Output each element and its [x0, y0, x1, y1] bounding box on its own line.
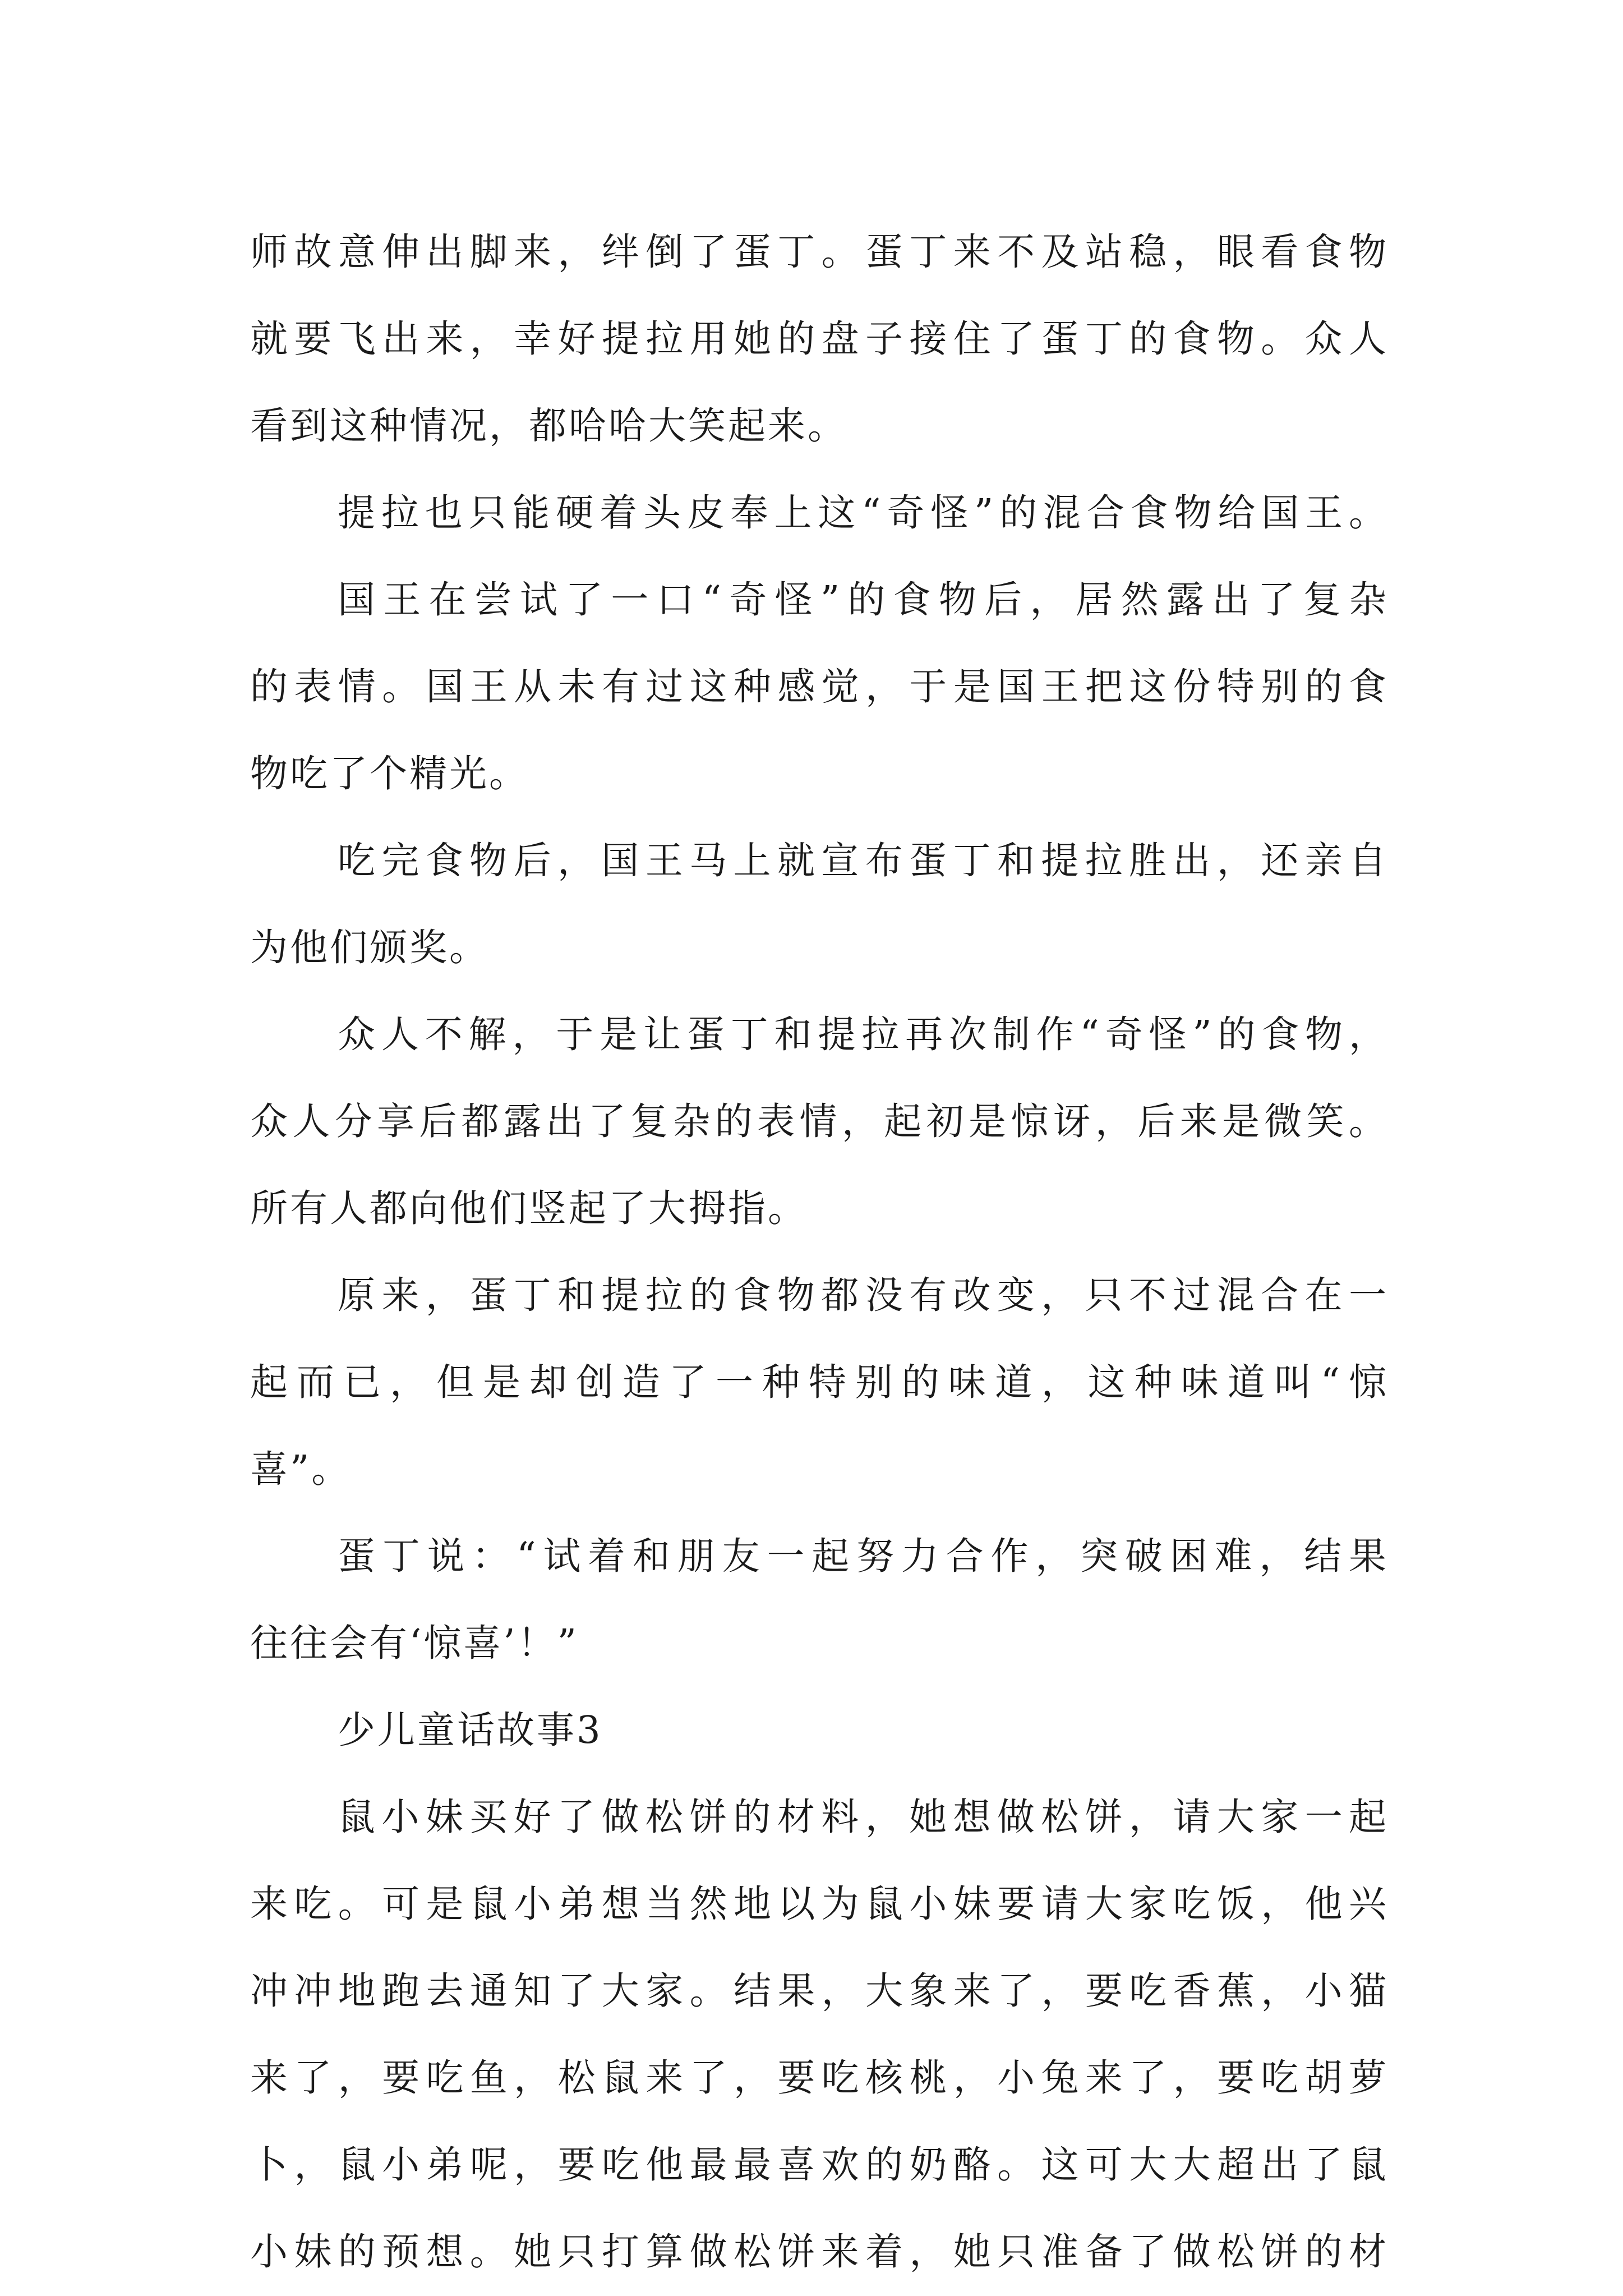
text-line: 来吃。可是鼠小弟想当然地以为鼠小妹要请大家吃饭，他兴 [250, 1882, 1389, 1926]
paragraph-start-line: 蛋丁说：“试着和朋友一起努力合作，突破困难，结果 [338, 1534, 1389, 1578]
text-line: 往往会有‘惊喜’！” [250, 1621, 579, 1665]
paragraph-start-line: 吃完食物后，国王马上就宣布蛋丁和提拉胜出，还亲自 [338, 839, 1389, 882]
text-line: 的表情。国王从未有过这种感觉，于是国王把这份特别的食 [250, 665, 1389, 708]
section-heading: 少儿童话故事3 [338, 1708, 603, 1752]
text-line: 起而已，但是却创造了一种特别的味道，这种味道叫“惊 [250, 1360, 1389, 1404]
text-line: 物吃了个精光。 [250, 752, 529, 795]
text-line: 师故意伸出脚来，绊倒了蛋丁。蛋丁来不及站稳，眼看食物 [250, 230, 1389, 274]
story-text [250, 209, 1389, 2295]
paragraph-start-line: 众人不解，于是让蛋丁和提拉再次制作“奇怪”的食物， [338, 1013, 1389, 1056]
text-line: 喜”。 [250, 1447, 352, 1491]
text-line: 冲冲地跑去通知了大家。结果，大象来了，要吃香蕉，小猫 [250, 1969, 1389, 2013]
text-line: 众人分享后都露出了复杂的表情，起初是惊讶，后来是微笑。 [250, 1099, 1389, 1143]
text-line: 来了，要吃鱼，松鼠来了，要吃核桃，小兔来了，要吃胡萝 [250, 2056, 1389, 2100]
text-line: 为他们颁奖。 [250, 926, 489, 969]
text-line: 卜，鼠小弟呢，要吃他最最喜欢的奶酪。这可大大超出了鼠 [250, 2143, 1389, 2187]
text-line: 所有人都向他们竖起了大拇指。 [250, 1186, 808, 1230]
text-line: 看到这种情况，都哈哈大笑起来。 [250, 404, 847, 448]
paragraph-start-line: 鼠小妹买好了做松饼的材料，她想做松饼，请大家一起 [338, 1795, 1389, 1839]
text-line: 就要飞出来，幸好提拉用她的盘子接住了蛋丁的食物。众人 [250, 317, 1389, 361]
paragraph-start-line: 国王在尝试了一口“奇怪”的食物后，居然露出了复杂 [338, 578, 1389, 622]
paragraph-start-line: 原来，蛋丁和提拉的食物都没有改变，只不过混合在一 [338, 1273, 1389, 1317]
text-line: 小妹的预想。她只打算做松饼来着，她只准备了做松饼的材 [250, 2230, 1389, 2274]
paragraph-start-line: 提拉也只能硬着头皮奉上这“奇怪”的混合食物给国王。 [338, 491, 1389, 535]
